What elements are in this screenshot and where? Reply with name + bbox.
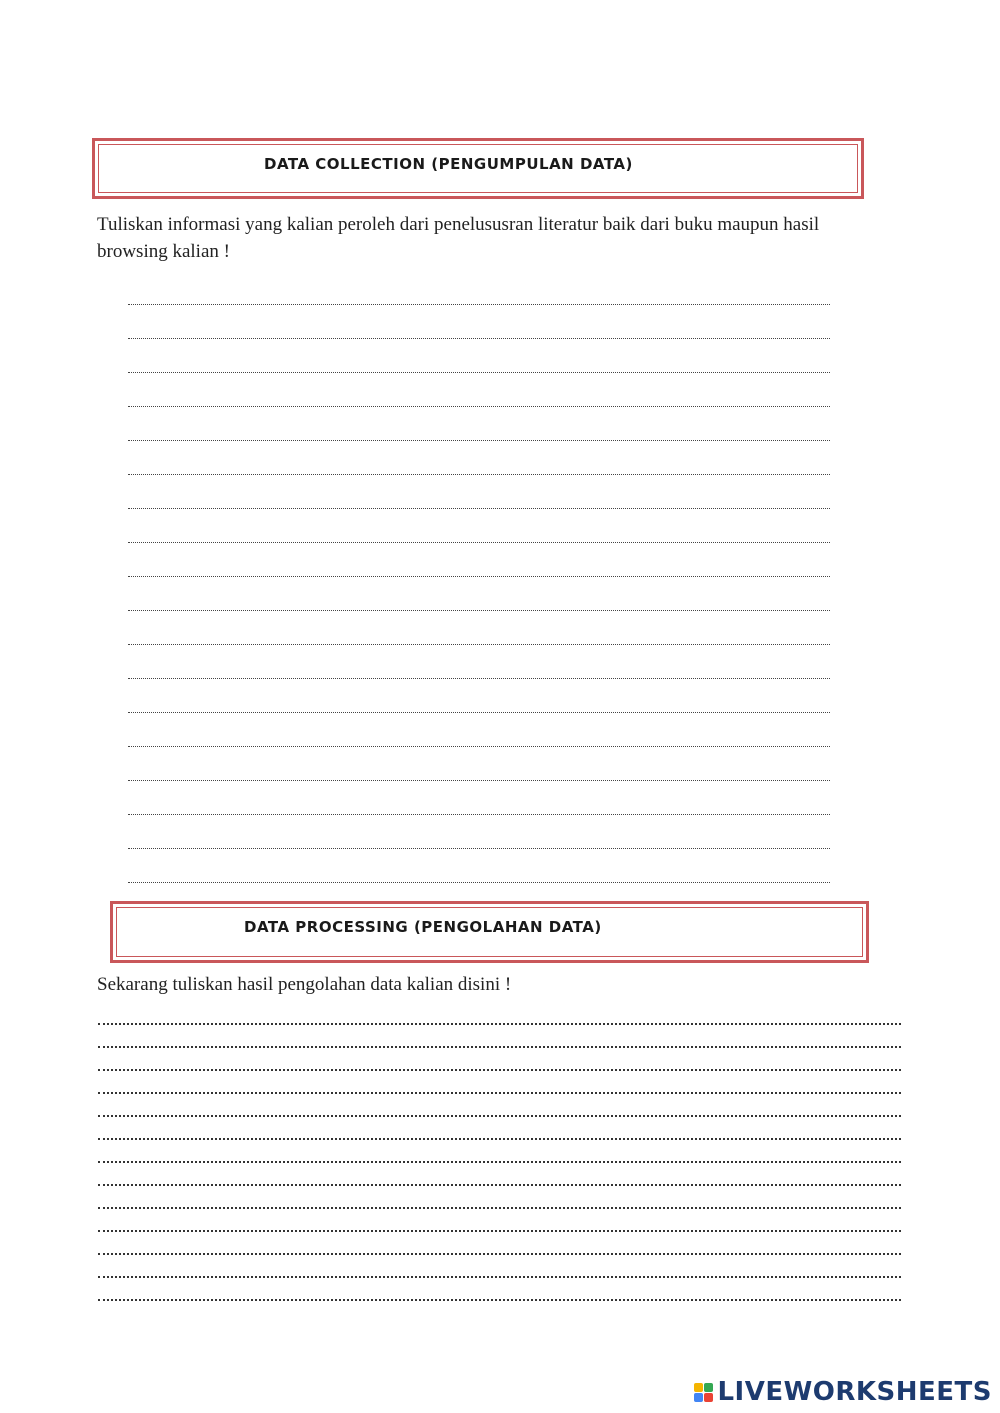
section1-answer-lines[interactable] xyxy=(128,283,830,895)
logo-tile xyxy=(694,1383,703,1392)
answer-line[interactable] xyxy=(98,1094,901,1117)
answer-line[interactable] xyxy=(128,271,830,305)
answer-line[interactable] xyxy=(98,1232,901,1255)
answer-line[interactable] xyxy=(128,305,830,339)
answer-line[interactable] xyxy=(98,1140,901,1163)
answer-line[interactable] xyxy=(98,1278,901,1301)
answer-line[interactable] xyxy=(98,1186,901,1209)
answer-line[interactable] xyxy=(128,509,830,543)
section2-answer-lines[interactable] xyxy=(98,1002,901,1301)
section2-title: DATA PROCESSING (PENGOLAHAN DATA) xyxy=(244,918,602,936)
answer-line[interactable] xyxy=(128,713,830,747)
answer-line[interactable] xyxy=(98,1048,901,1071)
answer-line[interactable] xyxy=(128,441,830,475)
answer-line[interactable] xyxy=(128,543,830,577)
answer-line[interactable] xyxy=(98,1025,901,1048)
answer-line[interactable] xyxy=(128,475,830,509)
section2-instruction: Sekarang tuliskan hasil pengolahan data kalian disini ! xyxy=(97,974,512,995)
answer-line[interactable] xyxy=(128,747,830,781)
answer-line[interactable] xyxy=(98,1163,901,1186)
answer-line[interactable] xyxy=(128,645,830,679)
answer-line[interactable] xyxy=(128,679,830,713)
answer-line[interactable] xyxy=(128,611,830,645)
answer-line[interactable] xyxy=(128,577,830,611)
answer-line[interactable] xyxy=(128,407,830,441)
answer-line[interactable] xyxy=(128,339,830,373)
answer-line[interactable] xyxy=(98,1117,901,1140)
answer-line[interactable] xyxy=(128,781,830,815)
answer-line[interactable] xyxy=(98,1255,901,1278)
answer-line[interactable] xyxy=(98,1209,901,1232)
logo-tile xyxy=(704,1383,713,1392)
liveworksheets-logo[interactable] xyxy=(694,1377,992,1407)
answer-line[interactable] xyxy=(128,373,830,407)
brand-name: LIVEWORKSHEETS xyxy=(717,1377,992,1407)
answer-line[interactable] xyxy=(98,1071,901,1094)
logo-tile xyxy=(704,1393,713,1402)
section1-title: DATA COLLECTION (PENGUMPULAN DATA) xyxy=(264,155,633,173)
answer-line[interactable] xyxy=(128,849,830,883)
answer-line[interactable] xyxy=(128,815,830,849)
answer-line[interactable] xyxy=(98,1002,901,1025)
logo-tile xyxy=(694,1393,703,1402)
section1-instruction: Tuliskan informasi yang kalian peroleh dari penelususran literatur baik dari buku maupun hasil browsing kalian ! xyxy=(97,214,820,262)
liveworksheets-logo-icon xyxy=(694,1383,713,1402)
